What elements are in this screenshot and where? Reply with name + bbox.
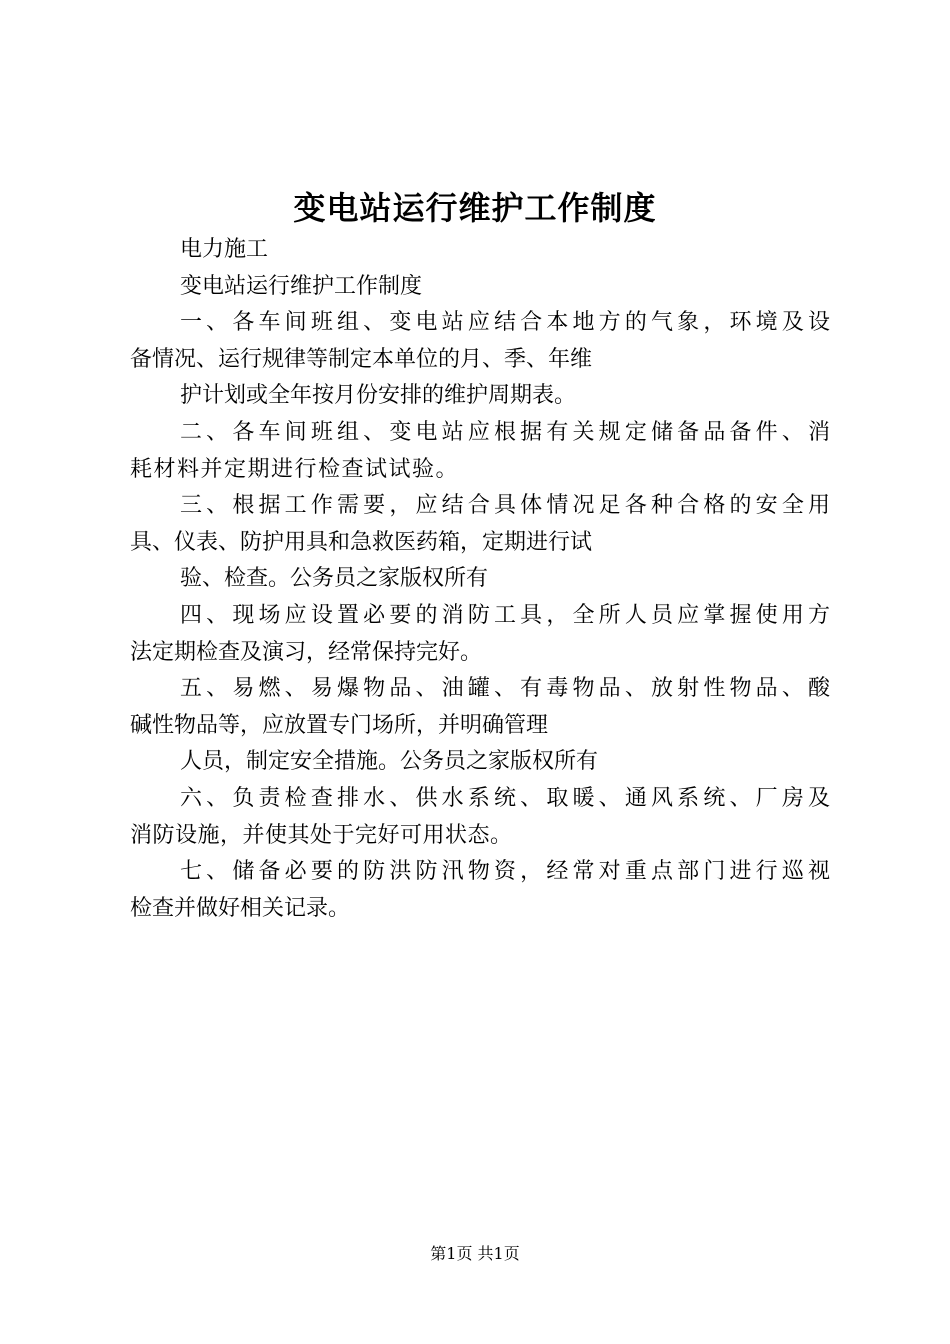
document-body <box>130 232 830 927</box>
paragraph-line: 一、各车间班组、变电站应结合本地方的气象，环境及设 <box>180 310 830 336</box>
paragraph-line: 五、易燃、易爆物品、油罐、有毒物品、放射性物品、酸 <box>180 676 830 702</box>
paragraph-line: 检查并做好相关记录。 <box>130 895 351 921</box>
paragraph-line: 三、根据工作需要，应结合具体情况足各种合格的安全用 <box>180 493 830 519</box>
paragraph-line: 电力施工 <box>180 237 269 262</box>
paragraph-line: 验、检查。公务员之家版权所有 <box>180 566 489 592</box>
paragraph-line: 消防设施，并使其处于完好可用状态。 <box>130 822 513 848</box>
paragraph-line: 二、各车间班组、变电站应根据有关规定储备品备件、消 <box>180 419 830 445</box>
paragraph-line: 护计划或全年按月份安排的维护周期表。 <box>180 383 577 409</box>
paragraph-line: 备情况、运行规律等制定本单位的月、季、年维 <box>130 346 593 372</box>
paragraph-line: 变电站运行维护工作制度 <box>180 273 423 299</box>
paragraph-line: 六、负责检查排水、供水系统、取暖、通风系统、厂房及 <box>180 785 830 811</box>
paragraph-line: 法定期检查及演习，经常保持完好。 <box>130 639 483 665</box>
paragraph-line: 碱性物品等，应放置专门场所，并明确管理 <box>130 712 549 738</box>
page-footer: 第1页 共1页 <box>430 1244 520 1263</box>
document-title: 变电站运行维护工作制度 <box>293 189 657 227</box>
paragraph-line: 四、现场应设置必要的消防工具，全所人员应掌握使用方 <box>180 602 830 628</box>
paragraph-line: 七、储备必要的防洪防汛物资，经常对重点部门进行巡视 <box>180 859 830 885</box>
paragraph-line: 人员，制定安全措施。公务员之家版权所有 <box>180 749 599 775</box>
paragraph-line: 耗材料并定期进行检查试试验。 <box>130 456 460 482</box>
paragraph-line: 具、仪表、防护用具和急救医药箱，定期进行试 <box>130 529 593 555</box>
